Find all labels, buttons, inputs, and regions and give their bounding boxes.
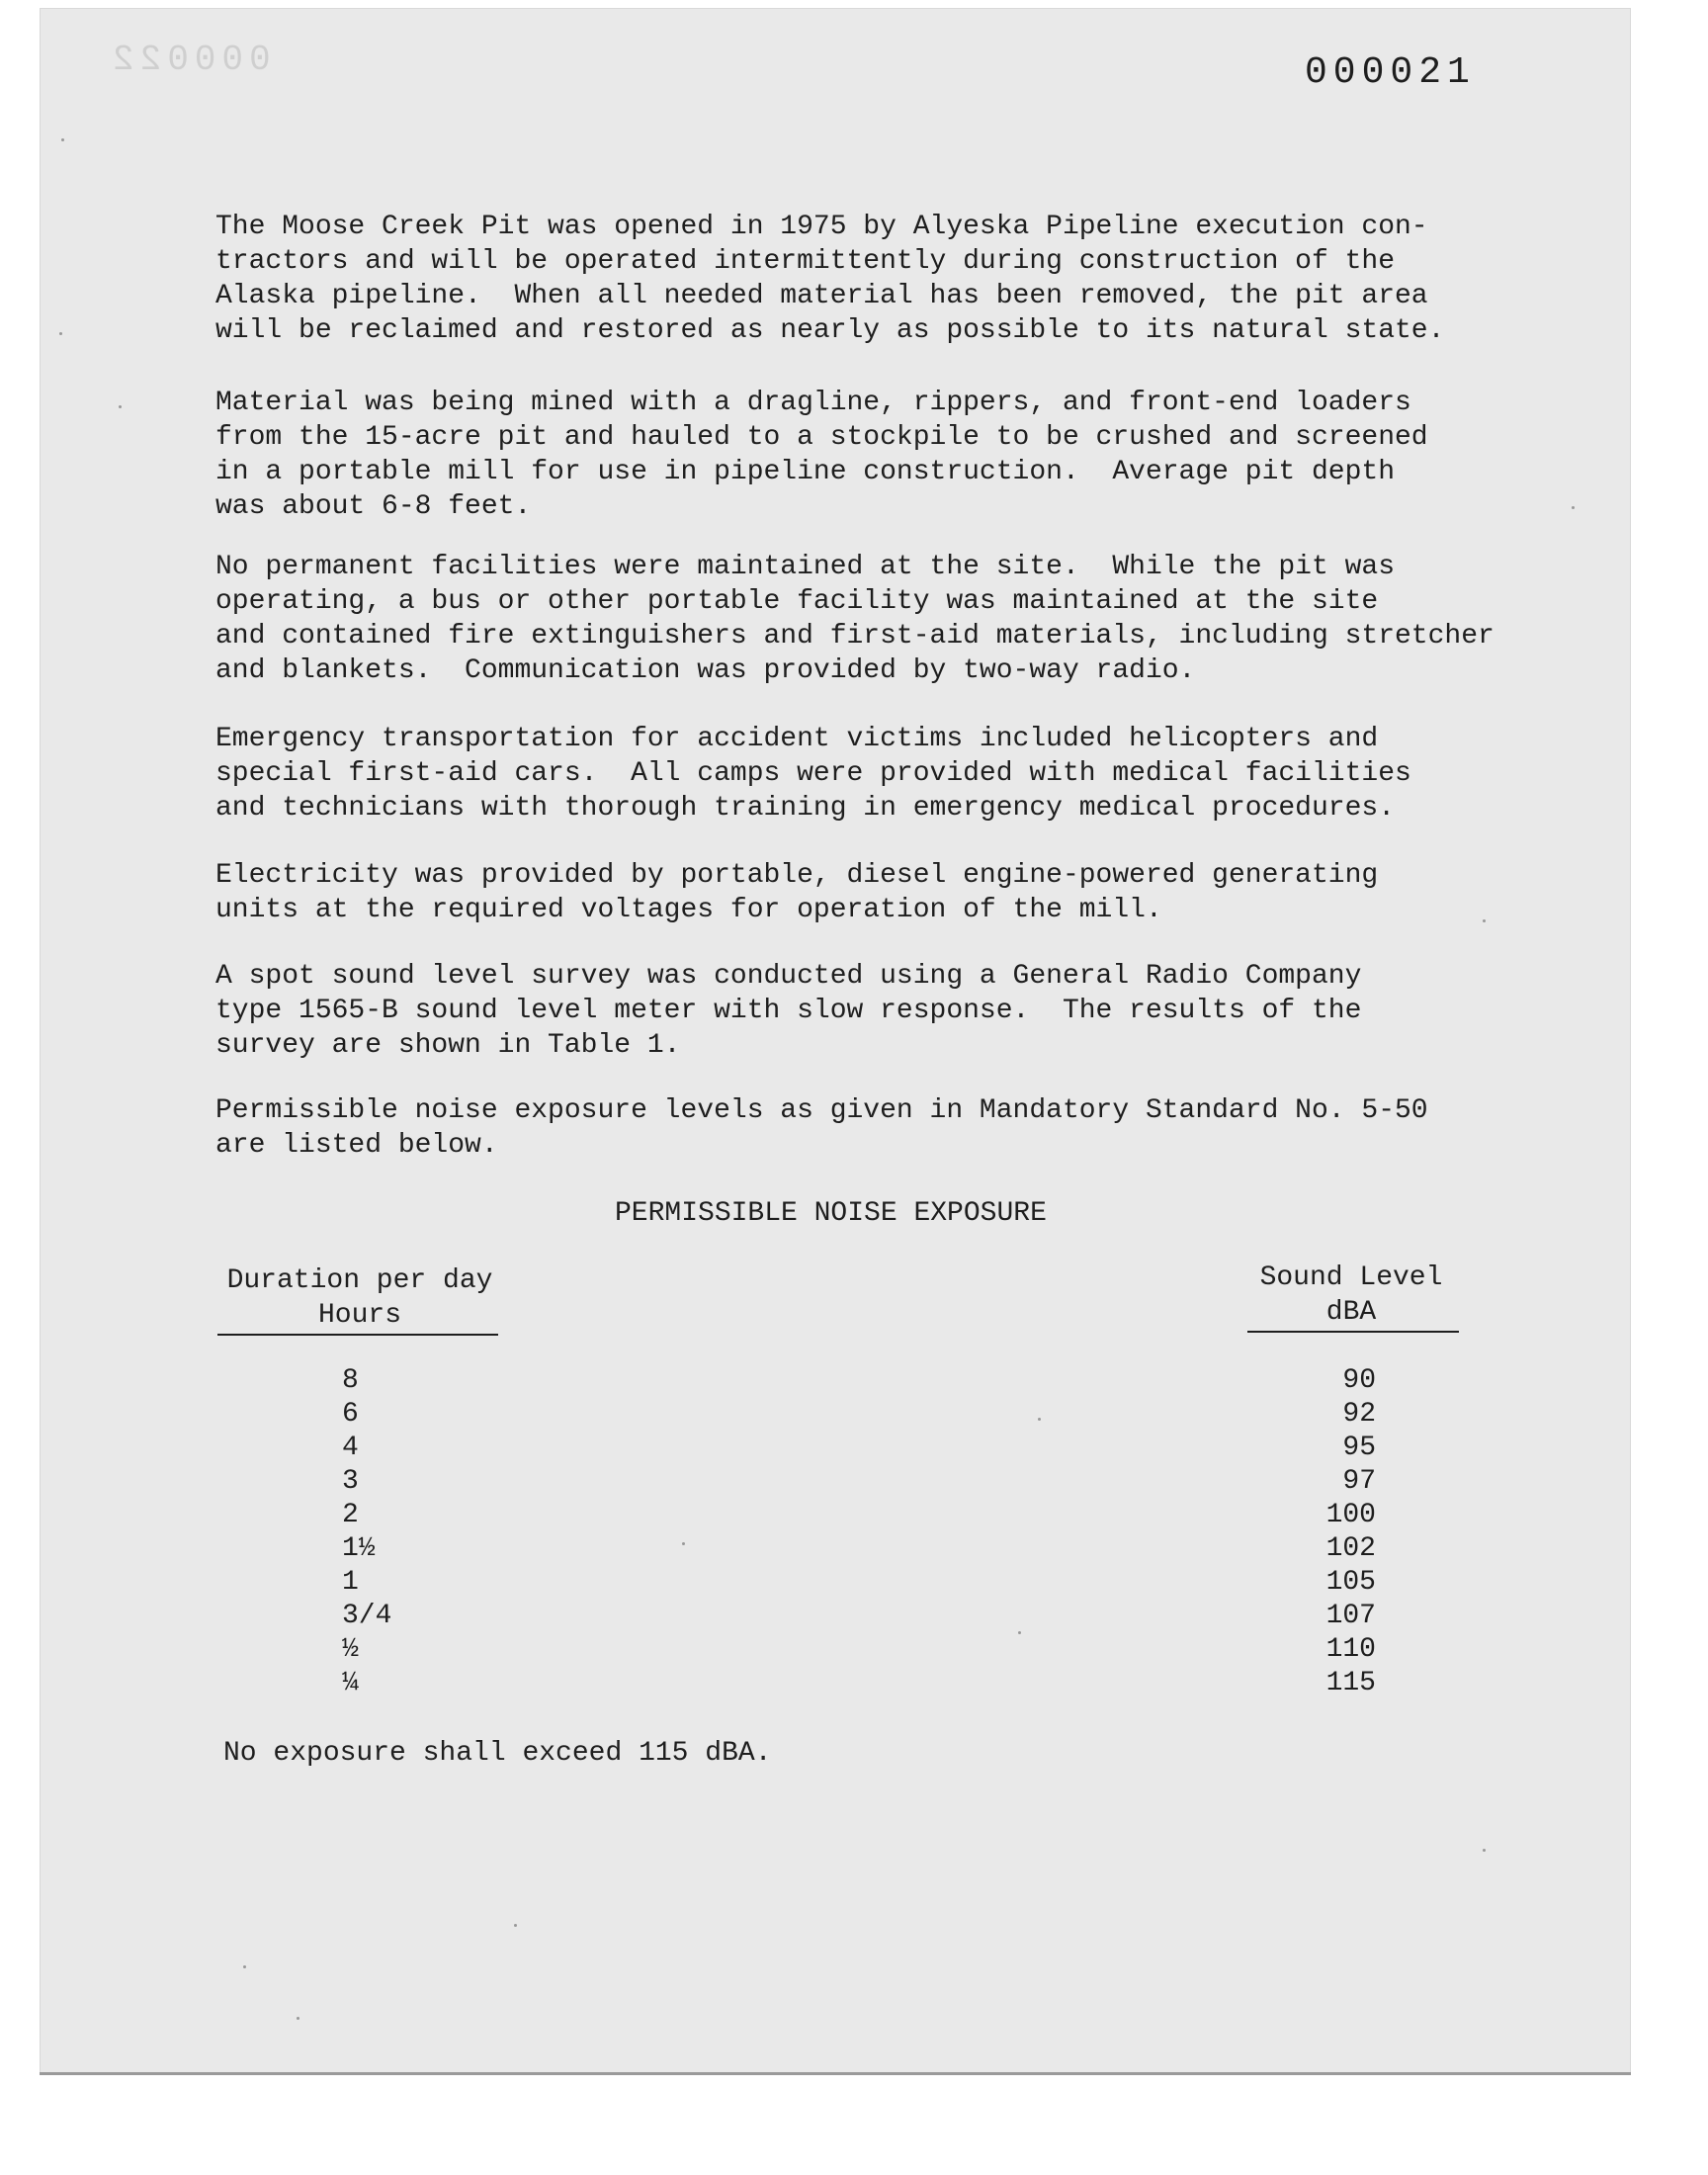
paragraph-5: Electricity was provided by portable, diesel engine-powered generating units at the required voltages for operation of the mill. [215, 860, 1379, 925]
scan-speck [1038, 1418, 1041, 1421]
scan-speck [1483, 919, 1486, 922]
hours-header-rule [217, 1334, 498, 1336]
dba-cell: 95 [1342, 1433, 1376, 1463]
paragraph-2: Material was being mined with a dragline, rippers, and front-end loaders from the 15-acre pit and hauled to a stockpile to be crushed and screened in a portable mill for use in pipeline construction. Average pit depth was about 6-8 feet. [215, 388, 1428, 522]
dba-cell: 100 [1325, 1500, 1376, 1530]
paragraph-3: No permanent facilities were maintained at the site. While the pit was operating, a bus or other portable facility was maintained at the site and contained fire extinguishers and first-aid materials, including stretcher and blankets. Communication was provided by two-way radio. [215, 552, 1494, 686]
dba-cell: 105 [1325, 1567, 1376, 1598]
dba-column-header: Sound Level dBA [1259, 1262, 1443, 1328]
dba-cell: 115 [1325, 1668, 1376, 1698]
hours-cell: 4 [342, 1433, 359, 1463]
paragraph-4: Emergency transportation for accident victims included helicopters and special first-aid cars. All camps were provided with medical facilities and technicians with thorough training in emergency medical procedures. [215, 724, 1411, 824]
hours-cell: 2 [342, 1500, 359, 1530]
exposure-note: No exposure shall exceed 115 dBA. [223, 1738, 772, 1769]
table-title: PERMISSIBLE NOISE EXPOSURE [615, 1198, 1047, 1229]
paragraph-6: A spot sound level survey was conducted using a General Radio Company type 1565-B sound level meter with slow response. The results of the survey are shown in Table 1. [215, 961, 1362, 1061]
dba-cell: 102 [1325, 1533, 1376, 1564]
hours-cell: ¼ [342, 1668, 359, 1698]
scan-speck [119, 405, 122, 408]
dba-cell: 107 [1325, 1601, 1376, 1631]
hours-cell: 8 [342, 1365, 359, 1396]
scan-speck [61, 138, 64, 141]
scan-speck [682, 1542, 685, 1545]
hours-cell: 3 [342, 1466, 359, 1497]
scan-speck [1483, 1849, 1486, 1852]
hours-cell: 3/4 [342, 1601, 392, 1631]
hours-column [342, 1364, 391, 1700]
dba-cell: 92 [1342, 1399, 1376, 1430]
scan-speck [1018, 1631, 1021, 1634]
dba-column [1324, 1364, 1376, 1700]
dba-cell: 97 [1342, 1466, 1376, 1497]
page-number: 000021 [1305, 51, 1476, 94]
scan-edge [40, 2072, 1631, 2075]
dba-cell: 90 [1342, 1365, 1376, 1396]
hours-column-header: Duration per day Hours [226, 1265, 493, 1331]
paragraph-7: Permissible noise exposure levels as given in Mandatory Standard No. 5-50 are listed below. [215, 1095, 1428, 1161]
ghost-page-number: 000022 [107, 40, 271, 80]
scan-speck [514, 1924, 517, 1927]
scan-speck [297, 2017, 299, 2020]
scan-speck [1572, 506, 1575, 509]
scan-speck [59, 332, 62, 335]
hours-cell: 1½ [342, 1533, 376, 1564]
hours-cell: 1 [342, 1567, 359, 1598]
paragraph-1: The Moose Creek Pit was opened in 1975 by Alyeska Pipeline execution con- tractors and will be operated intermittently during construction of the Alaska pipeline. When all needed material has been removed, the pit area will be reclaimed and restored as nearly as possible to its natural state. [215, 212, 1445, 346]
dba-header-rule [1247, 1331, 1459, 1333]
scan-speck [243, 1965, 246, 1968]
hours-cell: ½ [342, 1634, 359, 1665]
hours-cell: 6 [342, 1399, 359, 1430]
dba-cell: 110 [1325, 1634, 1376, 1665]
